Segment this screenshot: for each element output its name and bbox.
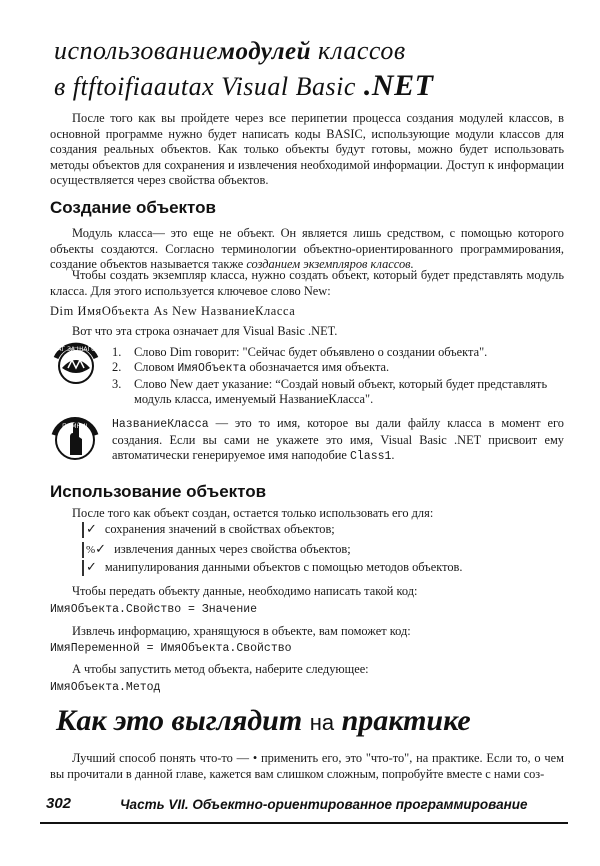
section1-paragraph-2: Чтобы создать экземпляр класса, нужно создать объект, который будет представлять модуль класса. Для этого используется ключевое слово New: xyxy=(50,268,564,298)
title-word-2: модулей xyxy=(217,38,312,65)
section1-paragraph-1 xyxy=(50,226,564,273)
remember-icon xyxy=(50,413,100,463)
code-set-property: ИмяОбъекта.Свойство = Значение xyxy=(50,603,258,616)
section2-paragraph-4: А чтобы запустить метод объекта, наберите следующее: xyxy=(72,662,369,676)
code-call-method: ИмяОбъекта.Метод xyxy=(50,681,161,694)
check-bar xyxy=(82,522,84,538)
checkmark-icon: ✓ xyxy=(86,560,97,575)
heading-in-practice xyxy=(56,704,471,738)
step-icon-label: ШАГ ЗА ШАГОМ xyxy=(50,346,102,353)
check-bar xyxy=(82,542,84,558)
check-prefix: % xyxy=(86,544,96,556)
check-text: извлечения данных через свойства объектов; xyxy=(114,542,351,556)
section2-paragraph-3: Извлечь информацию, хранящуюся в объекте, вам поможет код: xyxy=(72,624,411,638)
title-net: .NET xyxy=(363,69,434,102)
heading-creating-objects: Создание объектов xyxy=(50,198,216,217)
section1-p1-text: Модуль класса— это еще не объект. Он является лишь средством, с помощью которого объекты создаются. Согласно терминологии объектно-ориентированного программирования, создание объектов называется также xyxy=(50,226,564,272)
section2-paragraph-2: Чтобы передать объекту данные, необходимо написать такой код: xyxy=(72,584,418,598)
list-item xyxy=(112,377,564,408)
title-line2-text: в ftftoifiaautax Visual Basic xyxy=(54,72,356,101)
heading-using-objects: Использование объектов xyxy=(50,482,267,501)
checkmark-icon: ✓ xyxy=(86,522,97,537)
heading-practice-part1: Как это выглядит xyxy=(56,704,310,737)
footer-rule xyxy=(40,822,568,824)
note-text: — это то имя, которое вы дали файлу класса в момент его создания. Если вы сами не укажете это имя, Visual Basic .NET присвоит ему автоматически генерируемое имя наподобие xyxy=(112,416,564,463)
step-number: 1. xyxy=(112,345,122,359)
section1-p1-emphasis: созданием экземпляров классов. xyxy=(246,257,414,272)
chapter-title-line-2 xyxy=(54,69,433,103)
intro-paragraph: После того как вы пройдете через все перипетии процесса создания модулей классов, в основной программе нужно будет написать коды BASIC, использующие модули классов для создания реальных объектов. Как только объекты будут готовы, можно будет использовать методы объектов для сохранения и извлечения необходимой информации. Доступ к информации осуществляется через свойства объектов. xyxy=(50,111,564,188)
check-item-1 xyxy=(82,522,335,538)
heading-practice-part3: практике xyxy=(334,704,471,737)
code-dim-statement: Dim ИмяОбъекта As New НазваниеКласса xyxy=(50,304,296,318)
code-get-property: ИмяПеременной = ИмяОбъекта.Свойство xyxy=(50,642,292,655)
step-number: 2. xyxy=(112,360,122,375)
heading-practice-part2: на xyxy=(309,710,335,735)
chapter-title-line-1 xyxy=(54,36,406,66)
check-bar xyxy=(82,560,84,576)
step-text: Слово New дает указание: “Создай новый объект, который будет представлять модуль класса, именуемый НазваниеКласса". xyxy=(134,376,548,407)
check-text: сохранения значений в свойствах объектов; xyxy=(104,522,335,536)
note-end: . xyxy=(391,448,395,463)
check-text: манипулирования данными объектов с помощью методов объектов. xyxy=(104,560,463,574)
list-item xyxy=(112,360,564,376)
step-code: ИмяОбъекта xyxy=(177,362,247,376)
note-class1: Class1 xyxy=(349,450,392,464)
check-item-2 xyxy=(82,542,351,558)
remember-icon-label: ПОМНИ! xyxy=(62,423,88,430)
checkmark-icon: ✓ xyxy=(95,542,107,557)
step-number: 3. xyxy=(112,376,122,391)
section2-paragraph-1: После того как объект создан, остается только использовать его для: xyxy=(72,506,434,520)
running-footer: Часть VII. Объектно-ориентированное программирование xyxy=(120,797,528,812)
step-text-end: обозначается имя объекта. xyxy=(246,360,390,375)
page-number: 302 xyxy=(46,795,72,812)
check-item-3 xyxy=(82,560,462,576)
step-by-step-icon xyxy=(50,338,102,390)
section3-paragraph-1: Лучший способ понять что-то — • применить его, это "что-то", на практике. Если то, о чем вы прочитали в данной главе, кажется вам слишком сложным, попробуйте вместе с нами соз- xyxy=(50,751,564,781)
note-class-name: НазваниеКласса xyxy=(112,418,209,431)
step-text: Слово Dim говорит: "Сейчас будет объявлено о создании объекта". xyxy=(134,345,488,359)
title-word-3: классов xyxy=(311,36,406,65)
step-text: Словом xyxy=(134,360,178,375)
steps-list xyxy=(112,345,564,408)
remember-note xyxy=(112,416,564,465)
title-word-1: использование xyxy=(54,36,218,65)
list-item xyxy=(112,345,564,360)
section1-paragraph-3: Вот что эта строка означает для Visual Basic .NET. xyxy=(72,324,338,338)
